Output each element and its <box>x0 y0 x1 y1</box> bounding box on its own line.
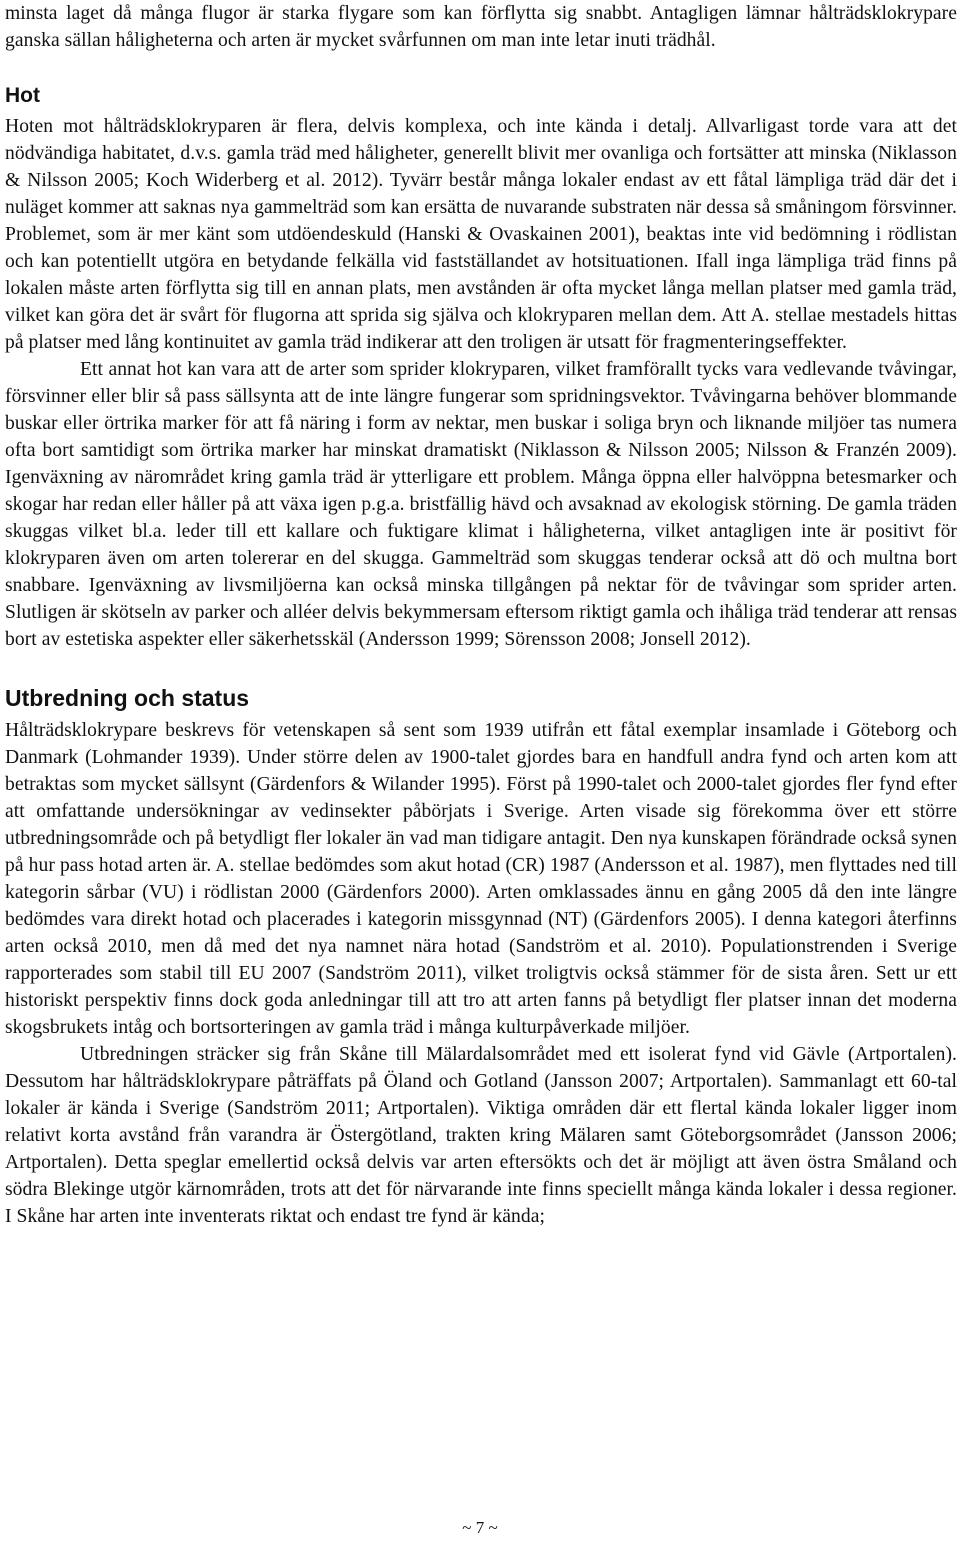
document-page <box>5 0 957 1230</box>
paragraph-opening: minsta laget då många flugor är starka flygare som kan förflytta sig snabbt. Antagligen lämnar hålträdsklokrypare ganska sällan håligheterna och arten är mycket svårfunnen om man inte letar inuti trädhål. <box>5 3 957 51</box>
paragraph-status-1: Hålträdsklokrypare beskrevs för vetenskapen så sent som 1939 utifrån ett fåtal exemplar insamlade i Göteborg och Danmark (Lohmander 1939). Under större delen av 1900-talet gjordes bara en handfull andra fynd och arten kom att betraktas som mycket sällsynt (Gärdenfors & Wilander 1995). Först på 1990-talet och 2000-talet gjordes fler fynd efter att omfattande undersökningar av vedinsekter påbörjats i Sverige. Arten visade sig förekomma över ett större utbredningsområde och på betydligt fler lokaler än vad man tidigare antagit. Den nya kunskapen förändrade också synen på hur pass hotad arten är. A. stellae bedömdes som akut hotad (CR) 1987 (Andersson et al. 1987), men flyttades ned till kategorin sårbar (VU) i rödlistan 2000 (Gärdenfors 2000). Arten omklassades ännu en gång 2005 då den inte längre bedömdes vara direkt hotad och placerades i kategorin missgynnad (NT) (Gärdenfors 2005). I denna kategori återfinns arten också 2010, men då med det nya namnet nära hotad (Sandström et al. 2010). Populationstrenden i Sverige rapporterades som stabil till EU 2007 (Sandström 2011), vilket troligtvis också stämmer för de sista åren. Sett ur ett historiskt perspektiv finns dock goda anledningar till att tro att arten fanns på betydligt fler platser innan det moderna skogsbrukets intåg och bortsorteringen av gamla träd i många kulturpåverkade miljöer. <box>5 720 958 1038</box>
heading-status: Utbredning och status <box>5 685 250 711</box>
paragraph-hot-1: Hoten mot hålträdsklokryparen är flera, delvis komplexa, och inte kända i detalj. Allvarligast torde vara att det nödvändiga habitatet, d.v.s. gamla träd med håligheter, generellt blivit mer ovanliga och fortsätter att minska (Niklasson & Nilsson 2005; Koch Widerberg et al. 2012). Tyvärr består många lokaler endast av ett fåtal lämpliga träd där det i nuläget kommer att saknas nya gammelträd som kan ersätta de nuvarande substraten när dessa så småningom försvinner. Problemet, som är mer känt som utdöendeskuld (Hanski & Ovaskainen 2001), beaktas inte vid bedömning i rödlistan och kan potentiellt utgöra en betydande felkälla vid fastställandet av hotsituationen. Ifall inga lämpliga träd finns på lokalen måste arten förflytta sig till en annan plats, men avstånden är ofta mycket långa mellan platser med gamla träd, vilket kan göra det är svårt för flugorna att sprida sig själva och klokryparen mellan dem. Att A. stellae mestadels hittas på platser med lång kontinuitet av gamla träd indikerar att den troligen är utsatt för fragmenteringseffekter. <box>5 116 957 353</box>
paragraph-status-2: Utbredningen sträcker sig från Skåne till Mälardalsområdet med ett isolerat fynd vid Gävle (Artportalen). Dessutom har hålträdsklokrypare påträffats på Öland och Gotland (Jansson 2007; Artportalen). Sammanlagt ett 60-tal lokaler är kända i Sverige (Sandström 2011; Artportalen). Viktiga områden där ett flertal kända lokaler ligger inom relativt korta avstånd från varandra är Östergötland, trakten kring Mälaren samt Göteborgsområdet (Jansson 2006; Artportalen). Detta speglar emellertid också delvis var arten eftersökts och det är möjligt att även östra Småland och södra Blekinge utgör kärnområden, trots att det för närvarande inte finns speciellt många kända lokaler i dessa regioner. I Skåne har arten inte inventerats riktat och endast tre fynd är kända; <box>5 1044 957 1227</box>
page-number: ~ 7 ~ <box>462 1518 498 1537</box>
heading-hot: Hot <box>5 84 40 107</box>
paragraph-hot-2: Ett annat hot kan vara att de arter som sprider klokryparen, vilket framförallt tycks vara vedlevande tvåvingar, försvinner eller blir så pass sällsynta att de inte längre fungerar som spridningsvektor. Tvåvingarna behöver blommande buskar eller örtrika marker för att få näring i form av nektar, men buskar i soliga bryn och liknande miljöer tas numera ofta bort samtidigt som örtrika marker har minskat dramatiskt (Niklasson & Nilsson 2005; Nilsson & Franzén 2009). Igenväxning av närområdet kring gamla träd är ytterligare ett problem. Många öppna eller halvöppna betesmarker och skogar har redan eller håller på att växa igen p.g.a. bristfällig hävd och avsaknad av ekologisk störning. De gamla träden skuggas vilket bl.a. leder till ett kallare och fuktigare klimat i håligheterna, vilket antagligen inte är positivt för klokryparen även om arten tolererar en del skugga. Gammelträd som skuggas tenderar också att dö och multna bort snabbare. Igenväxning av livsmiljöerna kan också minska tillgången på nektar för de tvåvingar som sprider arten. Slutligen är skötseln av parker och alléer delvis bekymmersam eftersom riktigt gamla och ihåliga träd tenderar att rensas bort av estetiska aspekter eller säkerhetsskäl (Andersson 1999; Sörensson 2008; Jonsell 2012). <box>5 359 957 650</box>
